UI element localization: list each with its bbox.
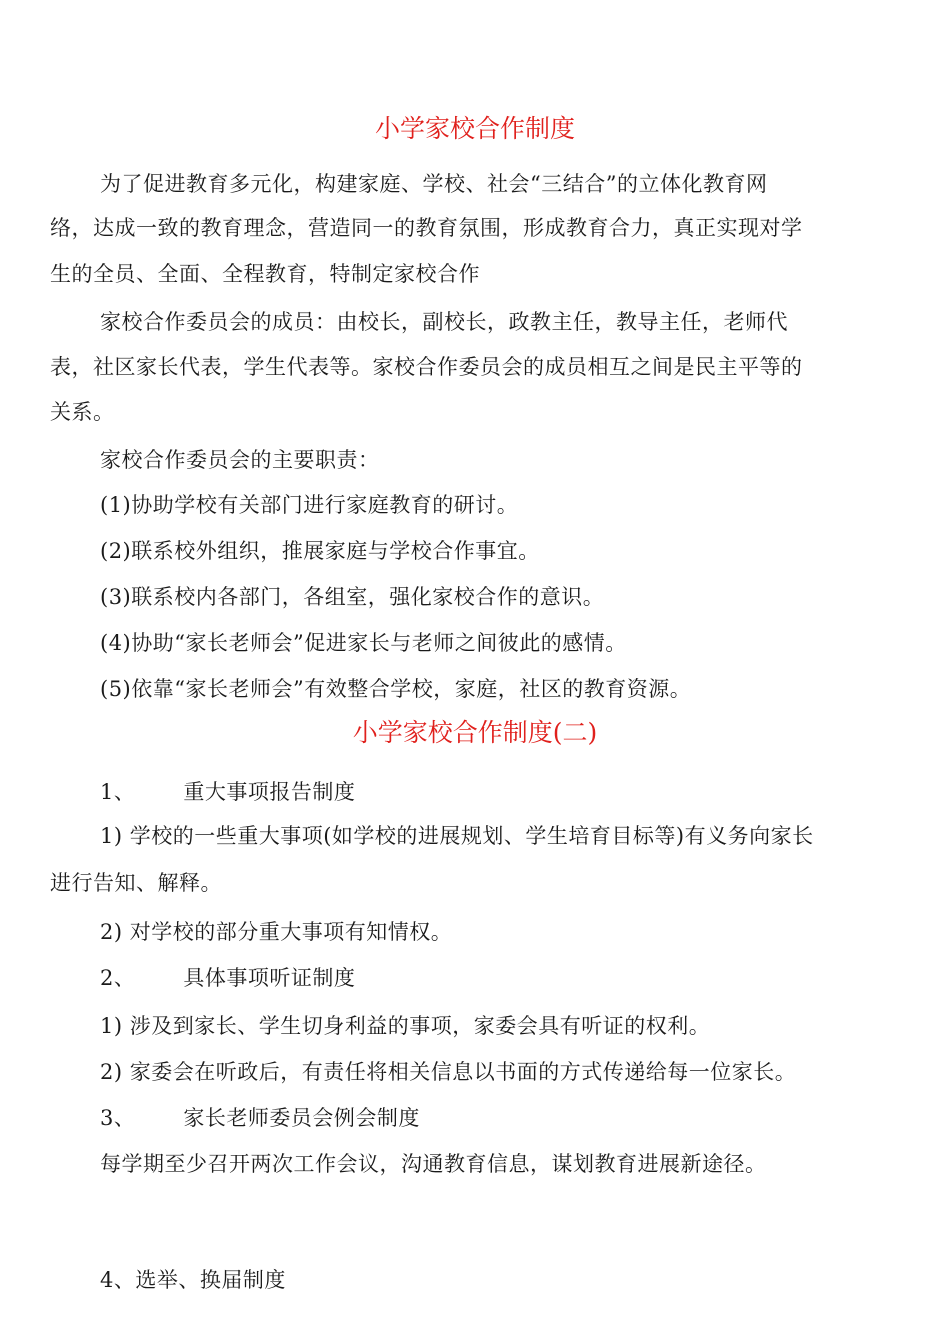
paragraph-line: 关系。 [50,400,115,424]
duty-item: (5)依靠“家长老师会”有效整合学校，家庭，社区的教育资源。 [100,677,692,701]
section-heading-text: 重大事项报告制度 [183,780,356,804]
section-heading [100,778,355,806]
duty-item: (4)协助“家长老师会”促进家长与老师之间彼此的感情。 [100,631,627,655]
section-number: 3、 [100,1106,136,1130]
duty-item: (3)联系校内各部门，各组室，强化家校合作的意识。 [100,585,605,609]
duties-heading: 家校合作委员会的主要职责： [100,448,380,472]
duty-item: (1)协助学校有关部门进行家庭教育的研讨。 [100,493,519,517]
section-heading [100,964,355,992]
document-title: 小学家校合作制度 [374,114,575,143]
paragraph-line: 络，达成一致的教育理念，营造同一的教育氛围，形成教育合力，真正实现对学 [50,216,803,240]
section-heading-text: 具体事项听证制度 [183,966,356,990]
section-item: 1) 学校的一些重大事项(如学校的进展规划、学生培育目标等)有义务向家长 [100,824,814,848]
paragraph-line: 家校合作委员会的成员：由校长，副校长，政教主任，教导主任，老师代 [100,310,788,334]
section-item: 每学期至少召开两次工作会议，沟通教育信息，谋划教育进展新途径。 [100,1152,767,1176]
section-heading [100,1104,420,1132]
section-number: 1、 [100,780,136,804]
paragraph-line: 生的全员、全面、全程教育，特制定家校合作 [50,262,480,286]
section-title: 小学家校合作制度(二) [352,718,598,747]
paragraph-line: 为了促进教育多元化，构建家庭、学校、社会“三结合”的立体化教育网 [100,172,768,196]
section-item: 进行告知、解释。 [50,871,222,895]
paragraph-line: 表，社区家长代表，学生代表等。家校合作委员会的成员相互之间是民主平等的 [50,355,803,379]
section-item: 2) 家委会在听政后，有责任将相关信息以书面的方式传递给每一位家长。 [100,1060,797,1084]
section-item: 1) 涉及到家长、学生切身利益的事项，家委会具有听证的权利。 [100,1014,711,1038]
section-number: 2、 [100,966,136,990]
section-heading: 4、选举、换届制度 [100,1268,286,1292]
section-item: 2) 对学校的部分重大事项有知情权。 [100,920,453,944]
section-heading-text: 家长老师委员会例会制度 [183,1106,420,1130]
duty-item: (2)联系校外组织，推展家庭与学校合作事宜。 [100,539,540,563]
